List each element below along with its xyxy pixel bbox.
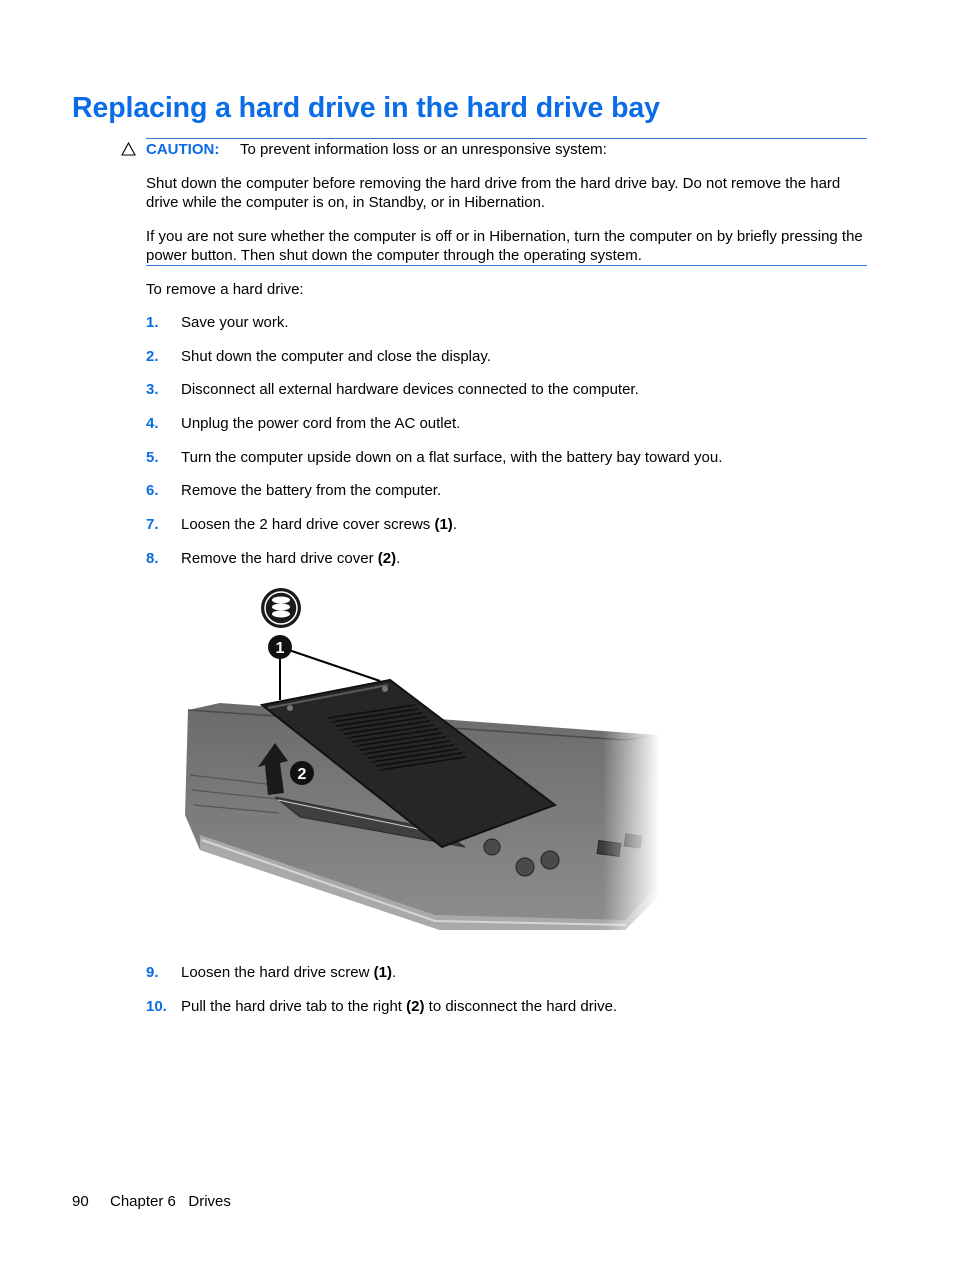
step-text-wrap [181,515,457,534]
hard-drive-cover-illustration [180,585,660,945]
step-text: Remove the battery from the computer. [181,482,442,500]
steps-list [146,313,866,583]
step-item [146,549,866,583]
step-text: Loosen the 2 hard drive cover screws [181,516,435,534]
step-item [146,515,866,549]
step-text: Unplug the power cord from the AC outlet. [181,415,461,433]
step-text: Shut down the computer and close the display. [181,347,491,365]
step-callout-ref: (1) [373,964,392,981]
callout-2 [290,761,314,785]
step-callout-ref: (2) [377,549,397,567]
intro-text: To remove a hard drive: [146,281,304,298]
step-text-after: to disconnect the hard drive. [424,997,618,1015]
steps-list-continued [146,963,866,1030]
step-number: 8. [146,549,159,567]
caution-bottom-rule [146,265,867,266]
caution-top-rule [146,138,867,139]
step-text-after: . [391,964,397,981]
step-callout-ref: (2) [406,997,425,1015]
step-callout-ref: (1) [434,516,453,534]
callout-2-label: 2 [297,766,307,783]
step-text: Save your work. [181,314,289,331]
step-text-wrap [181,963,396,982]
step-item [146,997,866,1031]
step-item [146,414,866,448]
caution-label: CAUTION: [146,141,220,158]
step-number: 4. [146,415,159,433]
step-number: 5. [146,448,159,466]
step-item [146,448,866,482]
step-number: 3. [146,381,159,399]
step-number: 7. [146,516,159,534]
step-text-wrap [181,997,617,1016]
caution-paragraph: Shut down the computer before removing the hard drive from the hard drive bay. Do not remove the hard drive while the computer is on, in Standby, or in Hibernation. [146,175,841,211]
step-item [146,963,866,997]
caution-text: To prevent information loss or an unresponsive system: [240,141,607,158]
step-number: 10. [146,997,167,1015]
step-text-after: . [452,516,457,534]
step-item [146,380,866,414]
step-text-wrap [181,549,400,568]
step-text-after: . [396,549,401,567]
step-item [146,347,866,381]
step-number: 1. [146,314,159,331]
step-number: 2. [146,347,159,365]
step-item [146,481,866,515]
warning-triangle-icon [121,142,136,160]
callout-1-label: 1 [275,640,285,657]
step-number: 9. [146,964,159,981]
step-number: 6. [146,482,159,500]
step-text: Pull the hard drive tab to the right [181,997,407,1015]
step-item [146,313,866,347]
step-text: Disconnect all external hardware devices connected to the computer. [181,381,639,399]
page-number: 90 [72,1193,89,1210]
callout-1 [268,635,292,659]
chapter-label: Chapter 6 Drives [110,1193,231,1210]
step-text: Loosen the hard drive screw [181,964,374,981]
step-text: Turn the computer upside down on a flat surface, with the battery bay toward you. [181,448,723,466]
step-text: Remove the hard drive cover [181,549,378,567]
drive-stack-icon [261,588,301,628]
page-title: Replacing a hard drive in the hard drive bay [72,92,660,124]
caution-paragraph: If you are not sure whether the computer is off or in Hibernation, turn the computer on by briefly pressing the power button. Then shut down the computer through the operating system. [146,228,863,264]
